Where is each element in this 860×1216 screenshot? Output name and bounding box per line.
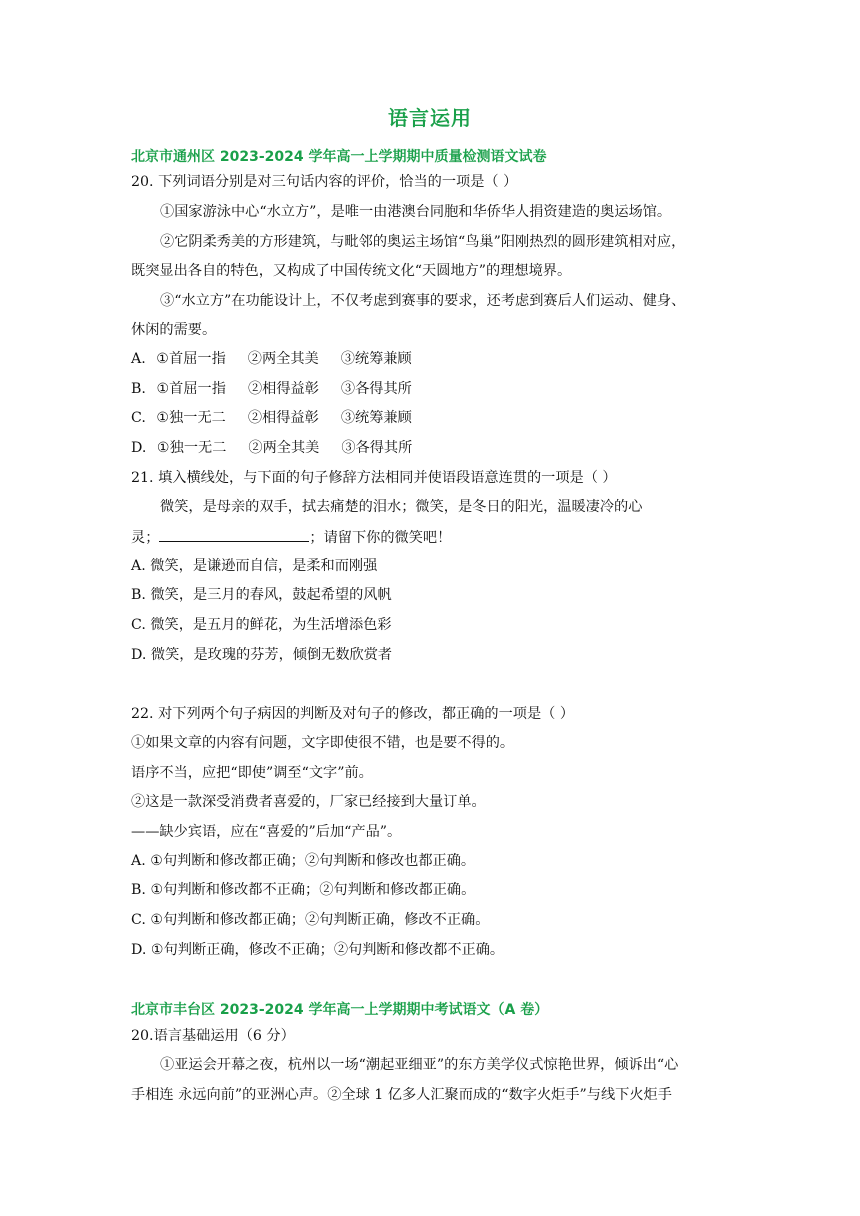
q22-stem: 22. 对下列两个句子病因的判断及对句子的修改，都正确的一项是（ ） (131, 706, 575, 722)
q20b-stem: 20.语言基础运用（6 分） (131, 1028, 295, 1044)
q20b-passage-1: ①亚运会开幕之夜，杭州以一场“潮起亚细亚”的东方美学仪式惊艳世界，倾诉出“心 (160, 1057, 679, 1073)
q21-option-d: D. 微笑，是玫瑰的芬芳，倾倒无数欣赏者 (131, 647, 393, 663)
fill-in-blank (159, 527, 309, 542)
q20-option-a: A. ①首屈一指 ②两全其美 ③统筹兼顾 (131, 351, 412, 367)
q22-option-d: D. ①句判断正确，修改不正确；②句判断和修改都不正确。 (131, 942, 505, 958)
q20-option-c: C. ①独一无二 ②相得益彰 ③统筹兼顾 (131, 410, 412, 426)
q21-stem: 21. 填入横线处，与下面的句子修辞方法相同并使语段语意连贯的一项是（ ） (131, 470, 617, 486)
q21-option-c: C. 微笑，是五月的鲜花，为生活增添色彩 (131, 617, 392, 633)
q21-passage-1: 微笑，是母亲的双手，拭去痛楚的泪水；微笑，是冬日的阳光，温暖凄冷的心 (160, 499, 643, 515)
q20-sentence-2b: 既突显出各自的特色，又构成了中国传统文化“天圆地方”的理想境界。 (131, 263, 572, 279)
page-title: 语言运用 (388, 106, 472, 130)
q20-sentence-1: ①国家游泳中心“水立方”，是唯一由港澳台同胞和华侨华人捐资建造的奥运场馆。 (160, 204, 672, 220)
q20b-passage-2: 手相连 永远向前”的亚洲心声。②全球 1 亿多人汇聚而成的“数字火炬手”与线下火炬手 (131, 1087, 672, 1103)
q22-sentence-2: ②这是一款深受消费者喜爱的，厂家已经接到大量订单。 (131, 794, 486, 810)
q20-sentence-2a: ②它阴柔秀美的方形建筑，与毗邻的奥运主场馆“鸟巢”阳刚热烈的圆形建筑相对应， (160, 234, 686, 250)
q21-option-b: B. 微笑，是三月的春风，鼓起希望的风帆 (131, 587, 392, 603)
q22-option-c: C. ①句判断和修改都正确；②句判断正确，修改不正确。 (131, 912, 490, 928)
q22-option-b: B. ①句判断和修改都不正确；②句判断和修改都正确。 (131, 882, 476, 898)
q22-option-a: A. ①句判断和修改都正确；②句判断和修改也都正确。 (131, 853, 476, 869)
q21-option-a: A. 微笑，是谦逊而自信，是柔和而刚强 (131, 558, 378, 574)
source-heading-fengtai: 北京市丰台区 2023-2024 学年高一上学期期中考试语文（A 卷） (131, 1002, 549, 1018)
q22-sentence-1: ①如果文章的内容有问题，文字即使很不错，也是要不得的。 (131, 735, 515, 751)
q22-diagnosis-2: ——缺少宾语，应在“喜爱的”后加“产品”。 (131, 824, 402, 840)
q20-option-d: D. ①独一无二 ②两全其美 ③各得其所 (131, 440, 413, 456)
q21-passage-2: 灵； ；请留下你的微笑吧！ (131, 527, 451, 548)
q20-sentence-3b: 休闲的需要。 (131, 322, 217, 338)
q20-option-b: B. ①首屈一指 ②相得益彰 ③各得其所 (131, 381, 412, 397)
source-heading-tongzhou: 北京市通州区 2023-2024 学年高一上学期期中质量检测语文试卷 (131, 149, 547, 165)
q20-sentence-3a: ③“水立方”在功能设计上，不仅考虑到赛事的要求，还考虑到赛后人们运动、健身、 (160, 293, 686, 309)
q20-stem: 20. 下列词语分别是对三句话内容的评价，恰当的一项是（ ） (131, 174, 518, 190)
q22-diagnosis-1: 语序不当，应把“即使”调至“文字”前。 (131, 765, 373, 781)
